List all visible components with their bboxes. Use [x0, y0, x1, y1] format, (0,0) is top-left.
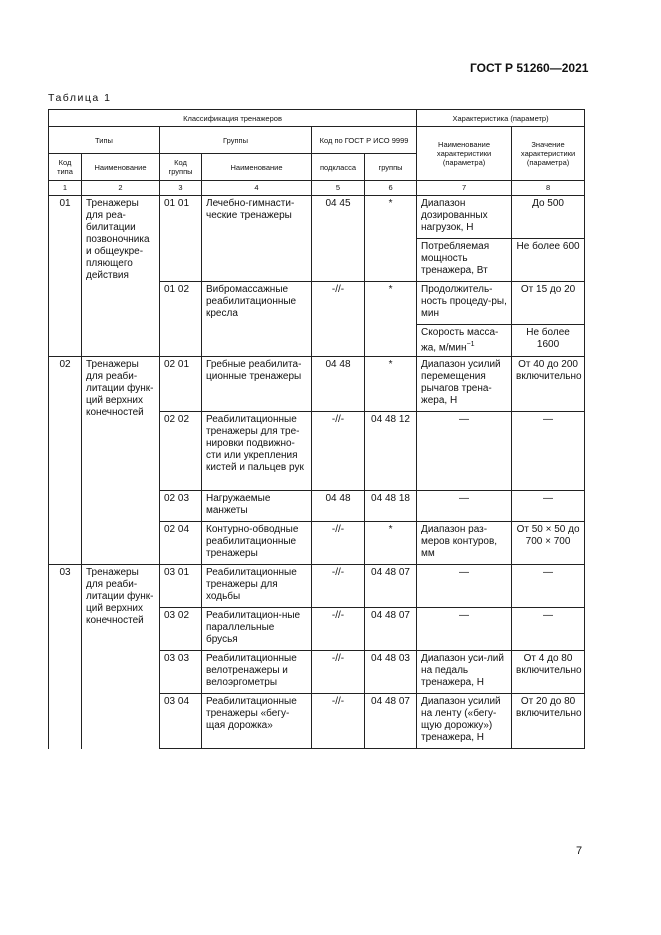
char-name: Скорость масса-жа, м/мин$^{-1}$: [417, 325, 512, 357]
col-number: 5: [312, 181, 365, 196]
type-name: Тренажеры для реаби-литации функ-ций верхних конечностей: [82, 565, 160, 749]
group-gost-code: 04 48 03: [365, 651, 417, 694]
char-value: —: [512, 412, 585, 491]
char-name: Диапазон усилий перемещения рычагов трена-жера, Н: [417, 357, 512, 412]
char-value: —: [512, 491, 585, 522]
group-gost-code: *: [365, 282, 417, 357]
subclass-code: 04 45: [312, 196, 365, 282]
char-value: От 4 до 80 включительно: [512, 651, 585, 694]
group-gost-code: 04 48 07: [365, 608, 417, 651]
group-code: 02 03: [160, 491, 202, 522]
header-char-name: Наименование характеристики (параметра): [417, 127, 512, 181]
char-name: Продолжитель-ность процеду-ры, мин: [417, 282, 512, 325]
char-name: Диапазон дозированных нагрузок, Н: [417, 196, 512, 239]
subclass-code: -//-: [312, 694, 365, 749]
char-value: Не более 1600: [512, 325, 585, 357]
char-name: Диапазон уси-лий на педаль тренажера, Н: [417, 651, 512, 694]
char-value: От 50 × 50 до 700 × 700: [512, 522, 585, 565]
group-name: Реабилитационные тренажеры для тре-нировки подвижно-сти или укрепления кистей и пальцев рук: [202, 412, 312, 491]
group-name: Контурно-обводные реабилитационные тренажеры: [202, 522, 312, 565]
type-name: Тренажеры для реа-билитации позвоночника и общеукре-пляющего действия: [82, 196, 160, 357]
subclass-code: -//-: [312, 282, 365, 357]
header-gost-code: Код по ГОСТ Р ИСО 9999: [312, 127, 417, 154]
subclass-code: -//-: [312, 565, 365, 608]
char-name: Диапазон раз-меров контуров, мм: [417, 522, 512, 565]
char-value: —: [512, 565, 585, 608]
group-name: Гребные реабилита-ционные тренажеры: [202, 357, 312, 412]
char-name: —: [417, 491, 512, 522]
col-number: 2: [82, 181, 160, 196]
subclass-code: -//-: [312, 651, 365, 694]
group-name: Реабилитационные велотренажеры и велоэргометры: [202, 651, 312, 694]
header-characteristic: Характеристика (параметр): [417, 110, 585, 127]
col-number: 1: [49, 181, 82, 196]
header-type-name: Наименование: [82, 154, 160, 181]
group-code: 03 03: [160, 651, 202, 694]
group-name: Реабилитацион-ные параллельные брусья: [202, 608, 312, 651]
subclass-code: -//-: [312, 608, 365, 651]
group-gost-code: *: [365, 522, 417, 565]
group-name: Вибромассажные реабилитационные кресла: [202, 282, 312, 357]
group-gost-code: 04 48 12: [365, 412, 417, 491]
table-caption: Таблица 1: [48, 92, 112, 104]
col-number: 3: [160, 181, 202, 196]
classification-table: [48, 109, 585, 749]
char-value: Не более 600: [512, 239, 585, 282]
group-name: Реабилитационные тренажеры для ходьбы: [202, 565, 312, 608]
char-value: От 15 до 20: [512, 282, 585, 325]
subclass-code: 04 48: [312, 491, 365, 522]
subclass-code: -//-: [312, 522, 365, 565]
header-group-code: Код группы: [160, 154, 202, 181]
col-number: 4: [202, 181, 312, 196]
group-name: Нагружаемые манжеты: [202, 491, 312, 522]
header-char-value: Значение характеристики (параметра): [512, 127, 585, 181]
subclass-code: -//-: [312, 412, 365, 491]
group-gost-code: *: [365, 357, 417, 412]
char-name: Потребляемая мощность тренажера, Вт: [417, 239, 512, 282]
col-number: 6: [365, 181, 417, 196]
group-code: 03 04: [160, 694, 202, 749]
standard-title: ГОСТ Р 51260—2021: [470, 61, 589, 75]
char-name: —: [417, 565, 512, 608]
group-code: 03 01: [160, 565, 202, 608]
char-value: До 500: [512, 196, 585, 239]
header-subclass: подкласса: [312, 154, 365, 181]
group-code: 02 01: [160, 357, 202, 412]
char-value: —: [512, 608, 585, 651]
group-gost-code: 04 48 07: [365, 694, 417, 749]
type-code: 01: [49, 196, 82, 357]
group-name: Лечебно-гимнасти-ческие тренажеры: [202, 196, 312, 282]
group-code: 01 02: [160, 282, 202, 357]
header-group: группы: [365, 154, 417, 181]
group-gost-code: 04 48 07: [365, 565, 417, 608]
char-name: —: [417, 412, 512, 491]
header-groups: Группы: [160, 127, 312, 154]
header-type-code: Код типа: [49, 154, 82, 181]
type-name: Тренажеры для реаби-литации функ-ций верхних конечностей: [82, 357, 160, 565]
group-code: 01 01: [160, 196, 202, 282]
char-name: —: [417, 608, 512, 651]
group-gost-code: *: [365, 196, 417, 282]
char-value: От 40 до 200 включительно: [512, 357, 585, 412]
page-number: 7: [576, 845, 583, 857]
type-code: 03: [49, 565, 82, 749]
col-number: 7: [417, 181, 512, 196]
char-value: От 20 до 80 включительно: [512, 694, 585, 749]
group-code: 02 04: [160, 522, 202, 565]
group-code: 03 02: [160, 608, 202, 651]
group-name: Реабилитационные тренажеры «бегу-щая дорожка»: [202, 694, 312, 749]
col-number: 8: [512, 181, 585, 196]
char-name: Диапазон усилий на ленту («бегу-щую дорожку») тренажера, Н: [417, 694, 512, 749]
header-classification: Классификация тренажеров: [49, 110, 417, 127]
subclass-code: 04 48: [312, 357, 365, 412]
group-code: 02 02: [160, 412, 202, 491]
group-gost-code: 04 48 18: [365, 491, 417, 522]
type-code: 02: [49, 357, 82, 565]
header-types: Типы: [49, 127, 160, 154]
header-group-name: Наименование: [202, 154, 312, 181]
